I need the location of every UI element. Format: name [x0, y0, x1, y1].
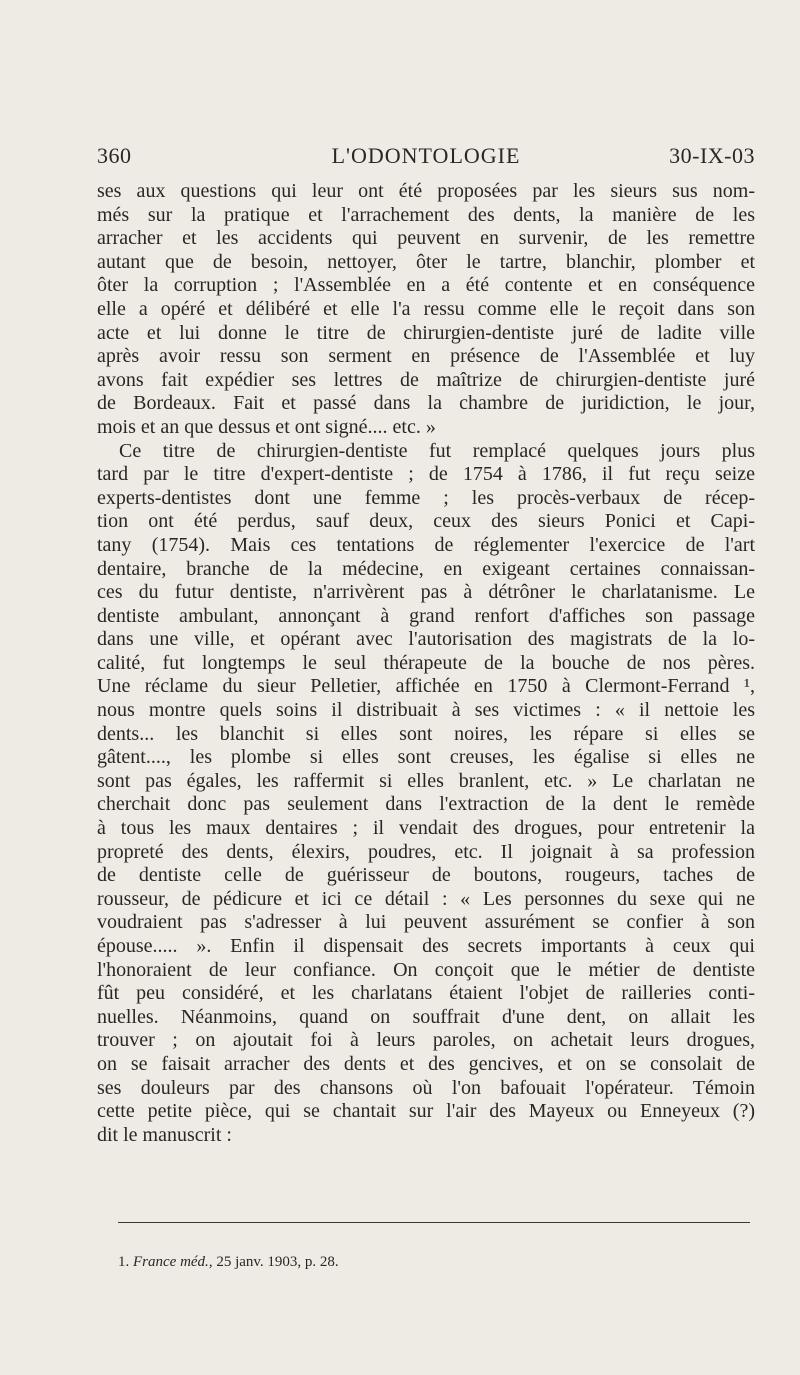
text-line: à tous les maux dentaires ; il vendait des drogues, pour entretenir la [97, 817, 755, 840]
text-line: dans une ville, et opérant avec l'autorisation des magistrats de la lo- [97, 628, 755, 651]
text-line: més sur la pratique et l'arrachement des dents, la manière de les [97, 203, 755, 226]
text-line: experts-dentistes dont une femme ; les procès-verbaux de récep- [97, 486, 755, 509]
text-line: ces du futur dentiste, n'arrivèrent pas à détrôner le charlatanisme. Le [97, 581, 755, 604]
text-line: l'honoraient de leur confiance. On conçoit que le métier de dentiste [97, 958, 755, 981]
footnote-rule [118, 1222, 750, 1223]
text-line: trouver ; on ajoutait foi à leurs paroles, on achetait leurs drogues, [97, 1029, 755, 1052]
text-line: arracher et les accidents qui peuvent en survenir, de les remettre [97, 227, 755, 250]
text-line: après avoir ressu son serment en présence de l'Assemblée et luy [97, 345, 755, 368]
footnote-number: 1. [118, 1254, 130, 1270]
text-line: nuelles. Néanmoins, quand on souffrait d'une dent, on allait les [97, 1005, 755, 1028]
footnote [118, 1252, 339, 1272]
text-line: ses aux questions qui leur ont été proposées par les sieurs sus nom- [97, 180, 755, 202]
text-line: propreté des dents, élexirs, poudres, etc. Il joignait à sa profession [97, 840, 755, 863]
issue-date: 30-IX-03 [669, 143, 755, 168]
text-line: acte et lui donne le titre de chirurgien-dentiste juré de ladite ville [97, 321, 755, 344]
text-line: cette petite pièce, qui se chantait sur l'air des Mayeux ou Enneyeux (?) [97, 1100, 755, 1123]
text-line: sont pas égales, les raffermit si elles branlent, etc. » Le charlatan ne [97, 769, 755, 792]
text-line: fût peu considéré, et les charlatans étaient l'objet de railleries conti- [97, 982, 755, 1005]
text-line: on se faisait arracher des dents et des gencives, et on se consolait de [97, 1052, 755, 1075]
text-line: autant que de besoin, nettoyer, ôter le tartre, blanchir, plomber et [97, 250, 755, 273]
footnote-source: France méd. [133, 1254, 209, 1270]
text-line: rousseur, de pédicure et ici ce détail : « Les personnes du sexe qui ne [97, 887, 755, 910]
text-line: mois et an que dessus et ont signé.... etc. » [97, 415, 436, 438]
text-line: nous montre quels soins il distribuait à ses victimes : « il nettoie les [97, 699, 755, 722]
text-line: voudraient pas s'adresser à lui peuvent assurément se confier à son [97, 911, 755, 934]
text-line: Ce titre de chirurgien-dentiste fut remplacé quelques jours plus [119, 439, 755, 462]
text-line: ses douleurs par des chansons où l'on bafouait l'opérateur. Témoin [97, 1076, 755, 1099]
footnote-detail: , 25 janv. 1903, p. 28. [208, 1254, 339, 1270]
text-line: tany (1754). Mais ces tentations de réglementer l'exercice de l'art [97, 533, 755, 556]
text-line: gâtent...., les plombe si elles sont creuses, les égalise si elles ne [97, 746, 755, 769]
text-line: dit le manuscrit : [97, 1123, 232, 1146]
running-header [97, 143, 755, 173]
text-line: dentaire, branche de la médecine, en exigeant certaines connaissan- [97, 557, 755, 580]
text-line: calité, fut longtemps le seul thérapeute de la bouche de nos pères. [97, 651, 755, 674]
text-line: elle a opéré et délibéré et elle l'a ressu comme elle le reçoit dans son [97, 297, 755, 320]
text-line: cherchait donc pas seulement dans l'extraction de la dent le remède [97, 793, 755, 816]
text-line: tard par le titre d'expert-dentiste ; de 1754 à 1786, il fut reçu seize [97, 463, 755, 486]
body-text [97, 180, 755, 1147]
text-line: Une réclame du sieur Pelletier, affichée en 1750 à Clermont-Ferrand ¹, [97, 675, 755, 698]
journal-title: L'ODONTOLOGIE [331, 143, 521, 168]
text-line: dentiste ambulant, annonçant à grand renfort d'affiches son passage [97, 604, 755, 627]
text-line: épouse..... ». Enfin il dispensait des secrets importants à ceux qui [97, 935, 755, 957]
text-line: tion ont été perdus, sauf deux, ceux des sieurs Ponici et Capi- [97, 510, 755, 533]
text-line: de Bordeaux. Fait et passé dans la chambre de juridiction, le jour, [97, 392, 755, 415]
page-number: 360 [97, 143, 132, 168]
text-line: de dentiste celle de guérisseur de boutons, rougeurs, taches de [97, 864, 755, 887]
text-line: avons fait expédier ses lettres de maîtrize de chirurgien-dentiste juré [97, 368, 755, 391]
text-line: ôter la corruption ; l'Assemblée en a été contente et en conséquence [97, 274, 755, 297]
text-line: dents... les blanchit si elles sont noires, les répare si elles se [97, 722, 755, 745]
